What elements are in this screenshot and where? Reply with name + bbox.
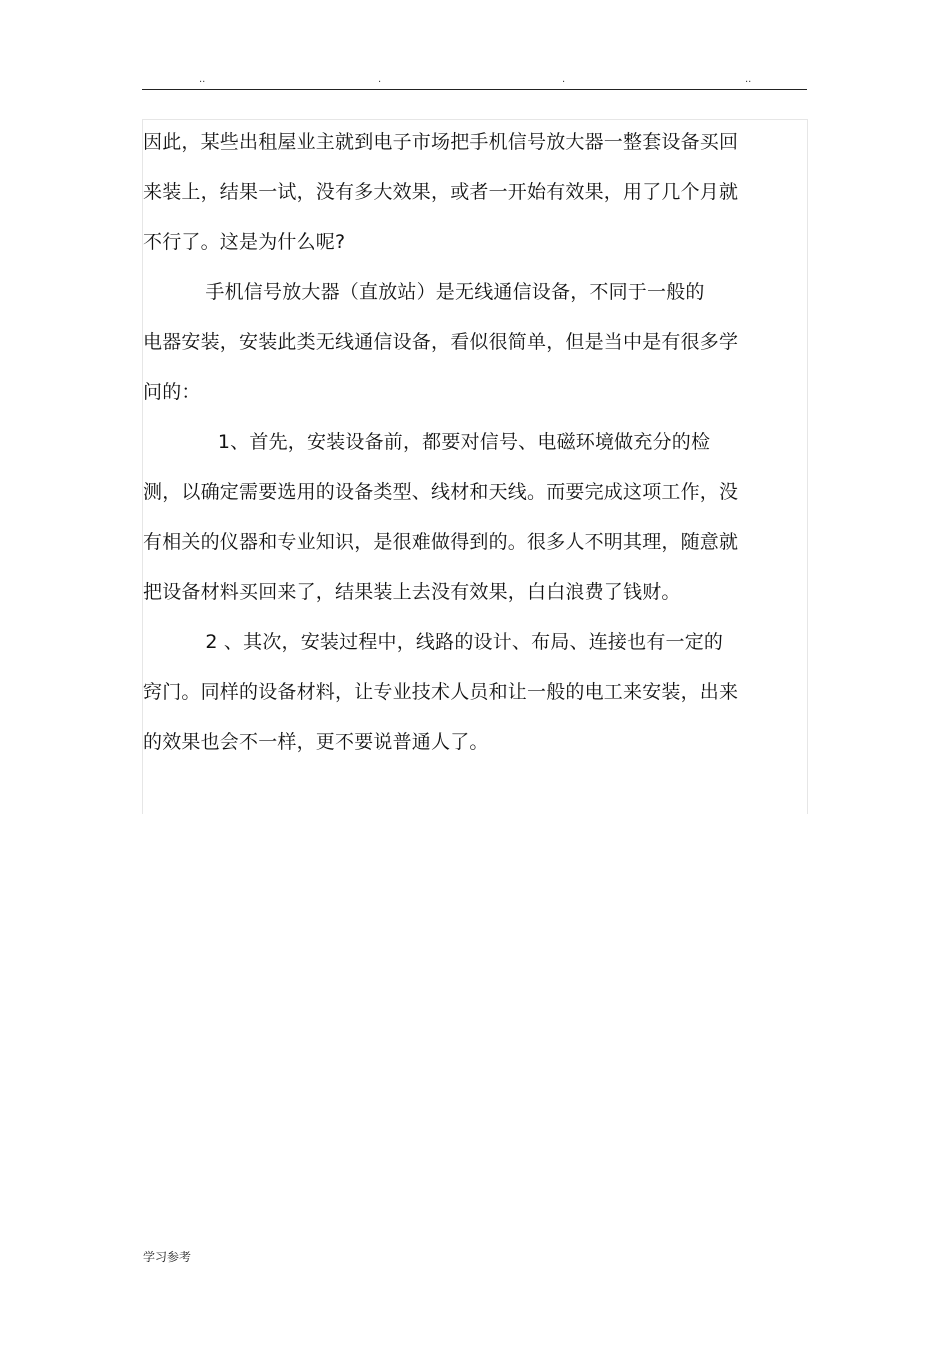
text-line: 2 、其次，安装过程中，线路的设计、布局、连接也有一定的 [143, 631, 724, 653]
paragraph-4 [143, 617, 783, 767]
header-mark: . [378, 74, 382, 85]
text-line: 电器安装，安装此类无线通信设备，看似很简单，但是当中是有很多学 [143, 331, 739, 353]
text-line: 有相关的仪器和专业知识，是很难做得到的。很多人不明其理，随意就 [143, 531, 739, 553]
text-line: 手机信号放大器（直放站）是无线通信设备，不同于一般的 [143, 281, 705, 303]
paragraph-3 [143, 417, 773, 617]
text-line: 1、首先，安装设备前，都要对信号、电磁环境做充分的检 [143, 431, 711, 453]
text-line: 因此，某些出租屋业主就到电子市场把手机信号放大器一整套设备买回 [143, 131, 739, 153]
text-line: 测，以确定需要选用的设备类型、线材和天线。而要完成这项工作，没 [143, 481, 739, 503]
header-mark: .. [199, 74, 206, 85]
paragraph-2 [143, 267, 773, 417]
header-divider [142, 89, 807, 90]
text-line: 不行了。这是为什么呢? [143, 231, 346, 253]
paragraph-1 [143, 117, 763, 267]
text-line: 问的： [143, 381, 201, 403]
text-line: 来装上，结果一试，没有多大效果，或者一开始有效果，用了几个月就 [143, 181, 739, 203]
header-mark: .. [745, 74, 752, 85]
text-line: 窍门。同样的设备材料，让专业技术人员和让一般的电工来安装，出来 [143, 681, 739, 703]
footer-label: 学习参考 [143, 1250, 192, 1264]
header-mark: . [562, 74, 566, 85]
text-line: 的效果也会不一样，更不要说普通人了。 [143, 731, 489, 753]
text-line: 把设备材料买回来了，结果装上去没有效果，白白浪费了钱财。 [143, 581, 681, 603]
page-header-marks [142, 73, 807, 87]
